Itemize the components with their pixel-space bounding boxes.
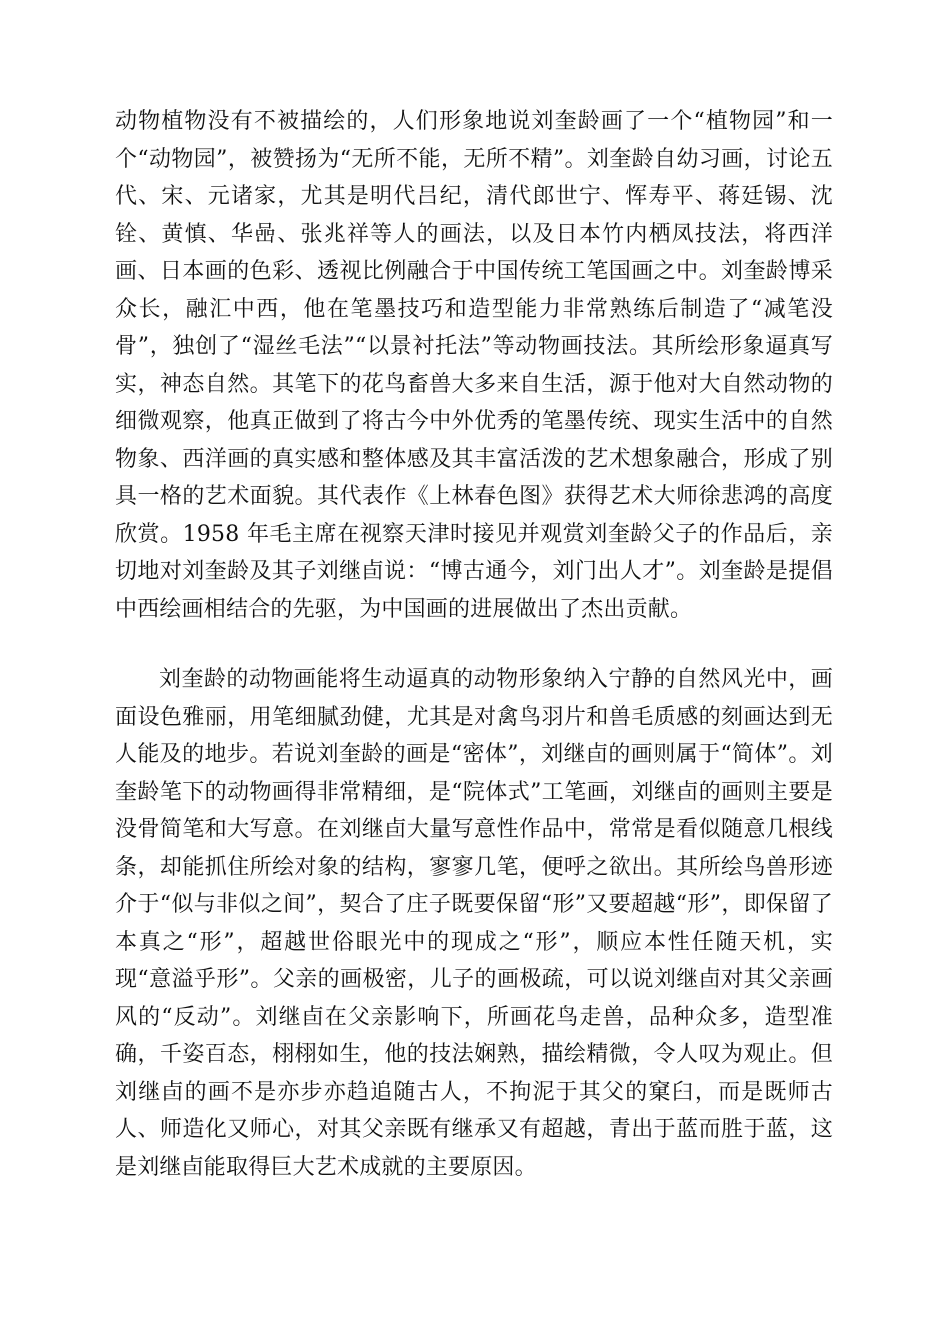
body-paragraph-2: 刘奎龄的动物画能将生动逼真的动物形象纳入宁静的自然风光中，画面设色雅丽，用笔细腻劲健，尤其是对禽鸟羽片和兽毛质感的刻画达到无人能及的地步。若说刘奎龄的画是“密体”，刘继卣的画则属于“简体”。刘奎龄笔下的动物画得非常精细，是“院体式”工笔画，刘继卣的画则主要是没骨简笔和大写意。在刘继卣大量写意性作品中，常常是看似随意几根线条，却能抓住所绘对象的结构，寥寥几笔，便呼之欲出。其所绘鸟兽形迹介于“似与非似之间”，契合了庄子既要保留“形”又要超越“形”，即保留了本真之“形”，超越世俗眼光中的现成之“形”，顺应本性任随天机，实现“意溢乎形”。父亲的画极密，儿子的画极疏，可以说刘继卣对其父亲画风的“反动”。刘继卣在父亲影响下，所画花鸟走兽，品种众多，造型准确，千姿百态，栩栩如生，他的技法娴熟，描绘精微，令人叹为观止。但刘继卣的画不是亦步亦趋追随古人，不拘泥于其父的窠臼，而是既师古人、师造化又师心，对其父亲既有继承又有超越，青出于蓝而胜于蓝，这是刘继卣能取得巨大艺术成就的主要原因。 xyxy=(115,667,833,1180)
body-paragraph-1: 动物植物没有不被描绘的，人们形象地说刘奎龄画了一个“植物园”和一个“动物园”，被赞扬为“无所不能，无所不精”。刘奎龄自幼习画，讨论五代、宋、元诸家，尤其是明代吕纪，清代郎世宁、恽寿平、蒋廷锡、沈铨、黄慎、华喦、张兆祥等人的画法，以及日本竹内栖凤技法，将西洋画、日本画的色彩、透视比例融合于中国传统工笔国画之中。刘奎龄博采众长，融汇中西，他在笔墨技巧和造型能力非常熟练后制造了“减笔没骨”，独创了“湿丝毛法”“以景衬托法”等动物画技法。其所绘形象逼真写实，神态自然。其笔下的花鸟畜兽大多来自生活，源于他对大自然动物的细微观察，他真正做到了将古今中外优秀的笔墨传统、现实生活中的自然物象、西洋画的真实感和整体感及其丰富活泼的艺术想象融合，形成了别具一格的艺术面貌。其代表作《上林春色图》获得艺术大师徐悲鸿的高度欣赏。1958 年毛主席在视察天津时接见并观赏刘奎龄父子的作品后，亲切地对刘奎龄及其子刘继卣说：“博古通今，刘门出人才”。刘奎龄是提倡中西绘画相结合的先驱，为中国画的进展做出了杰出贡献。 xyxy=(115,109,833,622)
